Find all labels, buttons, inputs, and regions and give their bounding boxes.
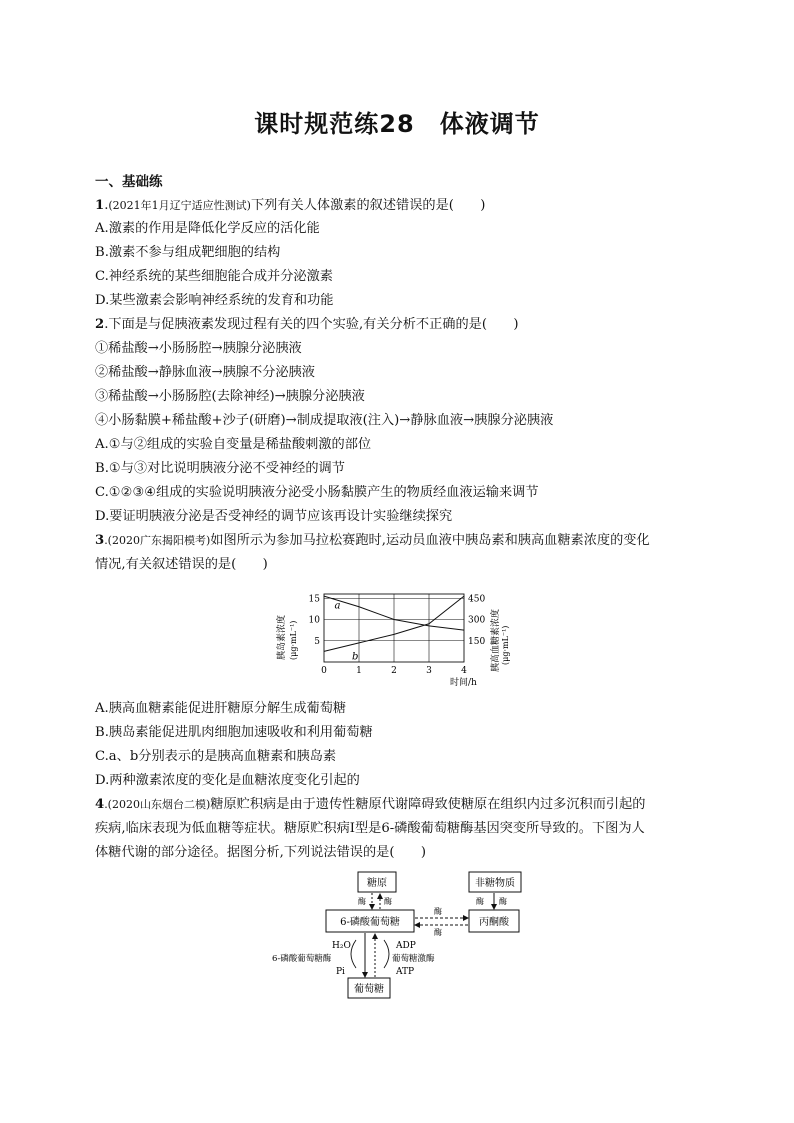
glucose-label: 葡萄糖	[354, 984, 384, 995]
section-heading: 一、基础练	[95, 174, 163, 190]
adp-label: ADP	[396, 941, 416, 951]
nonsugar-label: 非糖物质	[475, 878, 515, 889]
metabolism-diagram	[262, 868, 532, 1002]
question-2-stem	[95, 316, 518, 333]
question-number: 3	[95, 533, 105, 548]
pi-label: Pi	[336, 967, 345, 977]
curved-arrow-left	[351, 940, 356, 968]
q3-option-d: D.两种激素浓度的变化是血糖浓度变化引起的	[95, 773, 360, 788]
curved-arrow-right	[384, 940, 389, 968]
x-tick-label: 2	[391, 666, 397, 676]
enzyme-label: 酶	[434, 907, 442, 916]
series-a-label: a	[334, 600, 341, 612]
q3-option-b: B.胰岛素能促进肌肉细胞加速吸收和利用葡萄糖	[95, 725, 373, 740]
x-axis-label: 时间/h	[450, 678, 477, 688]
x-tick-label: 3	[426, 666, 432, 676]
q1-option-c: C.神经系统的某些细胞能合成并分泌激素	[95, 269, 333, 284]
water-label: H₂O	[332, 941, 351, 951]
q2-step-2: ②稀盐酸→静脉血液→胰腺不分泌胰液	[95, 365, 315, 380]
hormone-chart	[270, 590, 510, 690]
y-left-tick-labels	[309, 594, 321, 647]
q2-option-d: D.要证明胰液分泌是否受神经的调节应该再设计实验继续探究	[95, 509, 453, 524]
y-right-tick-labels	[468, 594, 485, 647]
y-left-tick-label: 15	[308, 594, 320, 605]
q2-option-b: B.①与③对比说明胰液分泌不受神经的调节	[95, 461, 345, 476]
y-right-tick-label: 450	[468, 594, 486, 605]
y-left-axis-unit: (μg·mL⁻¹)	[289, 620, 298, 660]
x-tick-label: 0	[321, 666, 327, 676]
x-tick-labels	[321, 666, 467, 676]
question-4-stem	[95, 796, 645, 813]
enzyme-label: 酶	[499, 897, 507, 906]
enzyme-label: 酶	[384, 897, 392, 906]
enzyme-label: 酶	[476, 897, 484, 906]
q3-option-a: A.胰高血糖素能促进肝糖原分解生成葡萄糖	[95, 701, 347, 716]
question-1-stem: 1.(2021年1月辽宁适应性测试)下列有关人体激素的叙述错误的是( )	[95, 198, 486, 213]
pyruvate-label: 丙酮酸	[479, 917, 509, 928]
question-number: 1	[95, 198, 105, 213]
question-4-stem-line2: 疾病,临床表现为低血糖等症状。糖原贮积病Ⅰ型是6-磷酸葡萄糖酶基因突变所导致的。下图为人	[95, 821, 645, 836]
y-right-tick-label: 150	[468, 636, 486, 647]
y-right-tick-label: 300	[468, 615, 486, 626]
question-text: 糖原贮积病是由于遗传性糖原代谢障碍致使糖原在组织内过多沉积而引起的	[210, 797, 646, 812]
q2-step-3: ③稀盐酸→小肠肠腔(去除神经)→胰腺分泌胰液	[95, 389, 365, 404]
q1-option-a: A.激素的作用是降低化学反应的活化能	[95, 221, 320, 236]
question-source: .(2020广东揭阳模考)	[104, 534, 211, 547]
q2-step-4: ④小肠黏膜+稀盐酸+沙子(研磨)→制成提取液(注入)→静脉血液→胰腺分泌胰液	[95, 413, 554, 428]
enzyme-label: 酶	[434, 928, 442, 937]
g6pase-label: 6-磷酸葡萄糖酶	[272, 954, 332, 964]
hexokinase-label: 葡萄糖激酶	[392, 954, 435, 964]
series-b-label: b	[352, 651, 359, 663]
question-4-stem-line3: 体糖代谢的部分途径。据图分析,下列说法错误的是( )	[95, 845, 426, 860]
q2-option-c: C.①②③④组成的实验说明胰液分泌受小肠黏膜产生的物质经血液运输来调节	[95, 485, 539, 500]
y-left-tick-label: 10	[308, 615, 320, 626]
question-source: (2021年1月辽宁适应性测试)	[108, 199, 251, 212]
g6p-label: 6-磷酸葡萄糖	[340, 917, 400, 928]
diagram-svg	[262, 868, 532, 1002]
question-source: .(2020山东烟台二模)	[104, 798, 211, 811]
x-tick-label: 1	[356, 666, 362, 676]
q1-option-b: B.激素不参与组成靶细胞的结构	[95, 245, 281, 260]
glycogen-label: 糖原	[367, 878, 387, 889]
question-text: 下列有关人体激素的叙述错误的是( )	[250, 198, 486, 213]
question-3-stem	[95, 532, 650, 549]
enzyme-label: 酶	[358, 897, 366, 906]
question-text: 如图所示为参加马拉松赛跑时,运动员血液中胰岛素和胰高血糖素浓度的变化	[210, 533, 650, 548]
x-tick-label: 4	[461, 666, 467, 676]
question-number: 4	[95, 797, 105, 812]
y-left-axis-label: 胰岛素浓度	[277, 614, 287, 660]
q2-step-1: ①稀盐酸→小肠肠腔→胰腺分泌胰液	[95, 341, 302, 356]
y-left-tick-label: 5	[314, 636, 320, 647]
question-number: 2	[95, 317, 105, 332]
page-title: 课时规范练28 体液调节	[254, 110, 540, 138]
question-text: .下面是与促胰液素发现过程有关的四个实验,有关分析不正确的是( )	[104, 317, 519, 332]
q1-option-d: D.某些激素会影响神经系统的发育和功能	[95, 293, 334, 308]
q3-option-c: C.a、b分别表示的是胰高血糖素和胰岛素	[95, 749, 337, 764]
question-3-stem-line2: 情况,有关叙述错误的是( )	[95, 557, 268, 572]
y-right-axis-unit: (μg·mL⁻¹)	[501, 625, 510, 665]
chart-svg	[270, 590, 510, 690]
y-right-axis-label: 胰高血糖素浓度	[491, 608, 501, 672]
atp-label: ATP	[396, 967, 415, 977]
q2-option-a: A.①与②组成的实验自变量是稀盐酸刺激的部位	[95, 437, 372, 452]
